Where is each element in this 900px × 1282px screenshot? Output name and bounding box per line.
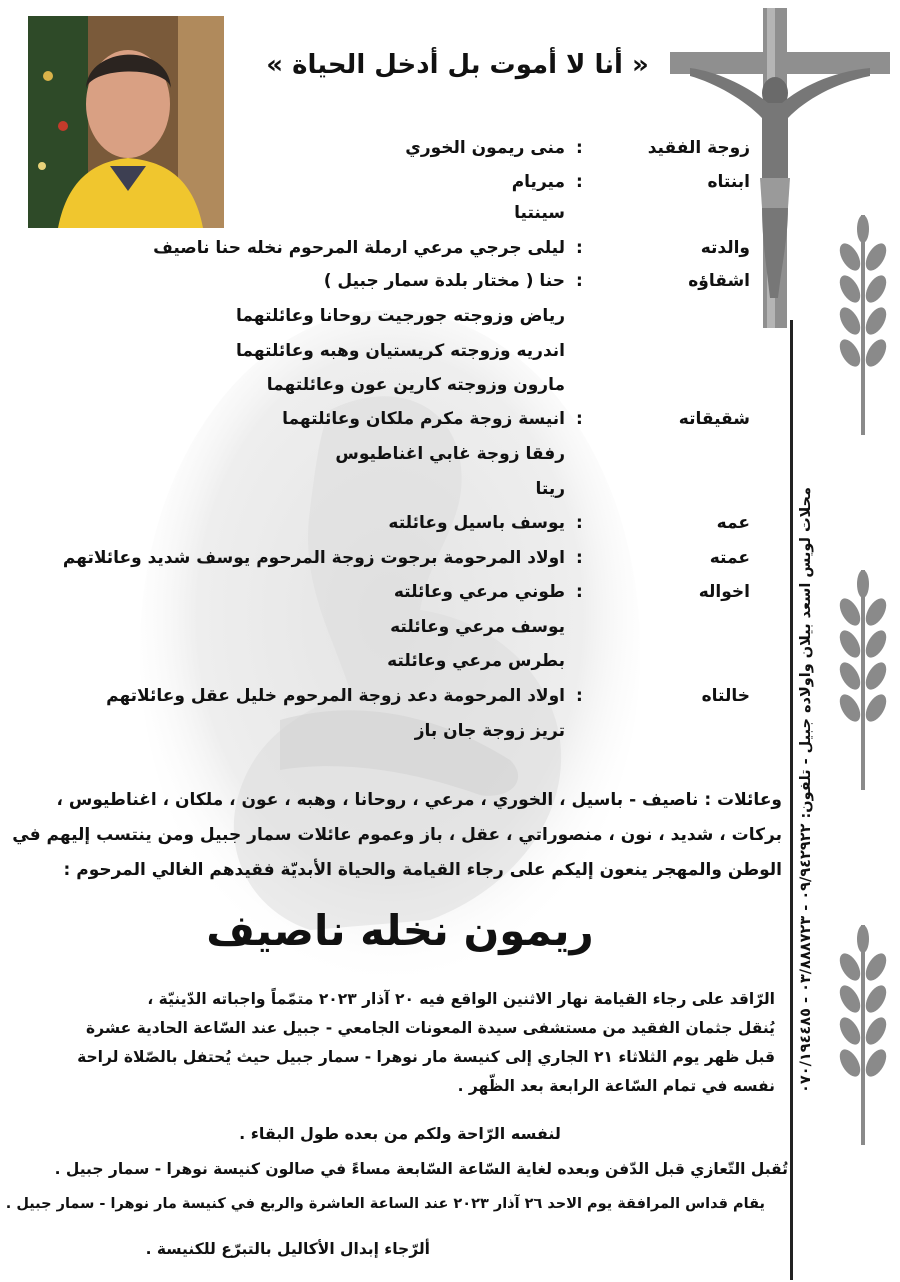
wheat-icon xyxy=(832,215,894,435)
relative-value: ميريام xyxy=(511,172,565,192)
relative-value: اولاد المرحومة برجوت زوجة المرحوم يوسف شديد وعائلاتهم xyxy=(62,548,565,568)
funeral-line-4: نفسه في تمام السّاعة الرابعة بعد الظّهر . xyxy=(457,1077,775,1095)
relative-label: زوجة الفقيد xyxy=(647,138,750,158)
prayer-line: لنفسه الرّاحة ولكم من بعده طول البقاء . xyxy=(239,1124,561,1143)
relative-colon: : xyxy=(576,172,583,192)
relative-colon: : xyxy=(576,686,583,706)
relative-colon: : xyxy=(576,238,583,258)
relative-value: منى ريمون الخوري xyxy=(405,138,565,158)
relative-colon: : xyxy=(576,513,583,533)
relative-value: انيسة زوجة مكرم ملكان وعائلتهما xyxy=(282,409,565,429)
relative-label: خالتاه xyxy=(701,686,750,706)
relative-colon: : xyxy=(576,582,583,602)
relative-value: رياض وزوجته جورجيت روحانا وعائلتهما xyxy=(236,306,565,326)
relative-value: يوسف باسيل وعائلته xyxy=(388,513,565,533)
funeral-line-2: يُنقل جثمان الفقيد من مستشفى سيدة المعونات الجامعي - جبيل عند السّاعة الحادية عشرة xyxy=(86,1019,775,1037)
wheat-icon xyxy=(832,925,894,1145)
relative-label: والدته xyxy=(700,238,750,258)
relative-colon: : xyxy=(576,138,583,158)
relative-label: عمته xyxy=(709,548,750,568)
relative-value: رفقا زوجة غابي اغناطيوس xyxy=(335,444,565,464)
side-divider xyxy=(790,320,793,1280)
portrait-image xyxy=(28,16,224,228)
relative-label: اشقاؤه xyxy=(688,271,750,291)
flowers-line: ألرّجاء إبدال الأكاليل بالتبرّع للكنيسة . xyxy=(145,1240,430,1258)
funeral-home-contact: محلات لويس اسعد بيلان واولاده جبيل - تلفون: ٠٩/٩٤٢٩٢٢ - ٠٣/٨٨٨٧٢٣ - ٠٧٠/١٩٤٤٨٥ xyxy=(798,487,814,1093)
motto-heading: « أنا لا أموت بل أدخل الحياة » xyxy=(266,50,649,80)
relative-value: ليلى جرجي مرعي ارملة المرحوم نخله حنا ناصيف xyxy=(153,238,565,258)
funeral-line-3: قبل ظهر يوم الثلاثاء ٢١ الجاري إلى كنيسة مار نوهرا - سمار جبيل حيث يُحتفل بالصّلاة لراحة xyxy=(77,1048,775,1066)
portrait-photo xyxy=(28,16,224,228)
relative-label: عمه xyxy=(716,513,750,533)
mass-line: يقام قداس المرافقة يوم الاحد ٢٦ آذار ٢٠٢٣ عند الساعة العاشرة والربع في كنيسة مار نوهرا - سمار جبيل . xyxy=(5,1196,765,1212)
deceased-name: ريمون نخله ناصيف xyxy=(206,906,594,955)
pieta-watermark xyxy=(130,290,650,990)
relative-label: اخواله xyxy=(698,582,750,602)
relative-value: سينتيا xyxy=(514,203,565,223)
relative-colon: : xyxy=(576,409,583,429)
wheat-icon xyxy=(832,570,894,790)
relative-colon: : xyxy=(576,271,583,291)
relative-value: تريز زوجة جان باز xyxy=(414,721,565,741)
relative-value: بطرس مرعي وعائلته xyxy=(387,651,565,671)
relative-value: مارون وزوجته كارين عون وعائلتهما xyxy=(266,375,565,395)
relative-label: ابنتاه xyxy=(707,172,750,192)
condolences-line: تُقبل التّعازي قبل الدّفن وبعده لغاية السّاعة السّابعة مساءً في صالون كنيسة نوهرا - سمار جبيل . xyxy=(54,1160,788,1178)
funeral-line-1: الرّاقد على رجاء القيامة نهار الاثنين الواقع فيه ٢٠ آذار ٢٠٢٣ متمّماً واجباته الدّينيّة ، xyxy=(147,990,775,1008)
families-line-3: الوطن والمهجر ينعون إليكم على رجاء القيامة والحياة الأبديّة فقيدهم الغالي المرحوم : xyxy=(63,860,782,880)
relative-colon: : xyxy=(576,548,583,568)
relative-value: اندريه وزوجته كريستيان وهبه وعائلتهما xyxy=(236,341,565,361)
relative-value: ريتا xyxy=(535,479,565,499)
relative-value: طوني مرعي وعائلته xyxy=(393,582,565,602)
families-line-1: وعائلات : ناصيف - باسيل ، الخوري ، مرعي ، روحانا ، وهبه ، عون ، ملكان ، اغناطيوس ، xyxy=(56,790,782,810)
relative-value: حنا ( مختار بلدة سمار جبيل ) xyxy=(323,271,565,291)
relative-value: اولاد المرحومة دعد زوجة المرحوم خليل عقل وعائلاتهم xyxy=(106,686,565,706)
relative-label: شقيقاته xyxy=(678,409,750,429)
families-line-2: بركات ، شديد ، نون ، منصوراتي ، عقل ، باز وعموم عائلات سمار جبيل ومن ينتسب إليهم في xyxy=(12,825,782,845)
relative-value: يوسف مرعي وعائلته xyxy=(390,617,565,637)
